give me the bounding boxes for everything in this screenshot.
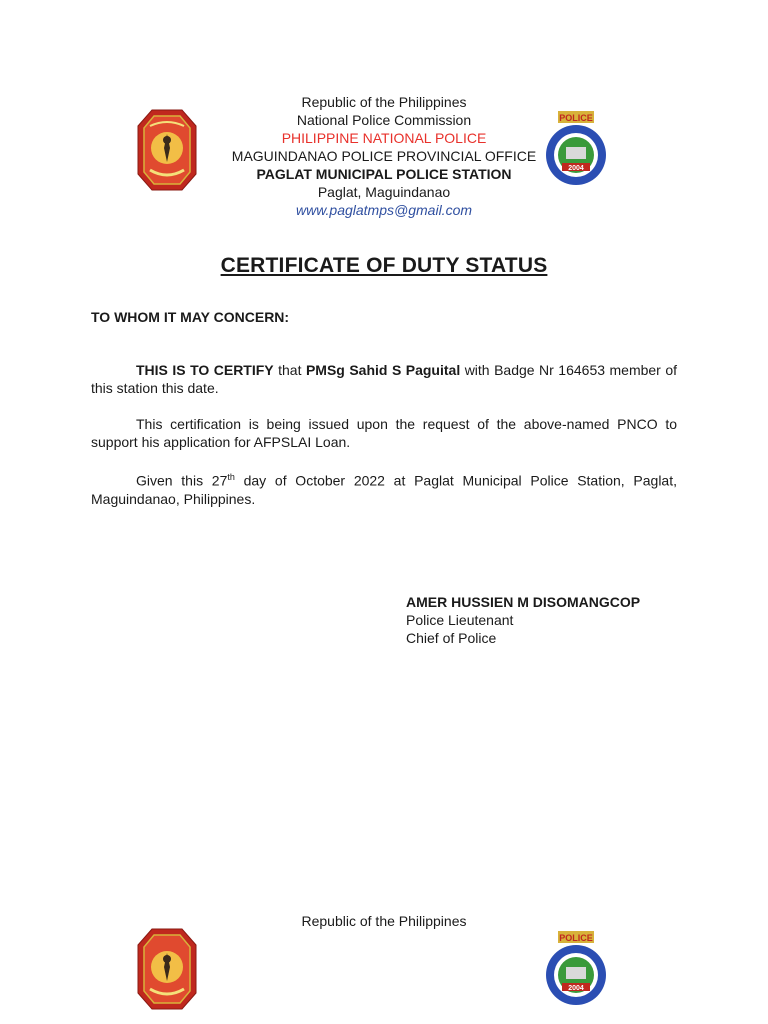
letterhead-email-link[interactable]: www.paglatmps@gmail.com xyxy=(295,202,473,218)
svg-text:2004: 2004 xyxy=(568,985,584,992)
letterhead-line-pnp: PHILIPPINE NATIONAL POLICE xyxy=(281,130,487,146)
given-text-a: Given this 27 xyxy=(136,472,228,489)
salutation: TO WHOM IT MAY CONCERN: xyxy=(91,309,290,325)
paragraph-given xyxy=(91,468,677,508)
purpose-text: This certification is being issued upon the request of the above-named PNCO to support his application for AFPSLAI Loan. xyxy=(91,416,677,450)
letterhead-line-location: Paglat, Maguindanao xyxy=(317,184,451,200)
signatory-position: Chief of Police xyxy=(406,630,497,646)
signature-block xyxy=(406,593,640,647)
letterhead-line-napolcom: National Police Commission xyxy=(296,112,472,128)
paragraph-purpose xyxy=(91,415,677,451)
paglat-station-seal-icon xyxy=(544,929,608,1011)
document-title: CERTIFICATE OF DUTY STATUS xyxy=(220,254,548,277)
svg-text:2004: 2004 xyxy=(568,165,584,172)
given-ordinal: th xyxy=(227,472,235,482)
given-text-b: day of October 2022 at Paglat Municipal Police Station, Paglat, Maguindanao, Philippines. xyxy=(91,472,677,507)
letterhead-line-station: PAGLAT MUNICIPAL POLICE STATION xyxy=(256,166,512,182)
svg-text:POLICE: POLICE xyxy=(559,113,593,123)
certify-rest: with Badge Nr 164653 member of this station this date. xyxy=(91,362,677,396)
personnel-name: PMSg Sahid S Paguital xyxy=(305,362,461,378)
certify-mid: that xyxy=(273,362,306,378)
pnp-seal-icon xyxy=(136,927,198,1011)
paragraph-certify xyxy=(91,361,677,397)
svg-text:POLICE: POLICE xyxy=(559,933,593,943)
letterhead-line-provincial-office: MAGUINDANAO POLICE PROVINCIAL OFFICE xyxy=(231,148,537,164)
signatory-name: AMER HUSSIEN M DISOMANGCOP xyxy=(406,594,641,610)
letterhead-line-republic: Republic of the Philippines xyxy=(301,94,467,110)
certify-lead: THIS IS TO CERTIFY xyxy=(136,362,274,378)
next-page-letterhead-line: Republic of the Philippines xyxy=(301,913,467,929)
signatory-rank: Police Lieutenant xyxy=(406,612,514,628)
letterhead xyxy=(0,93,768,219)
